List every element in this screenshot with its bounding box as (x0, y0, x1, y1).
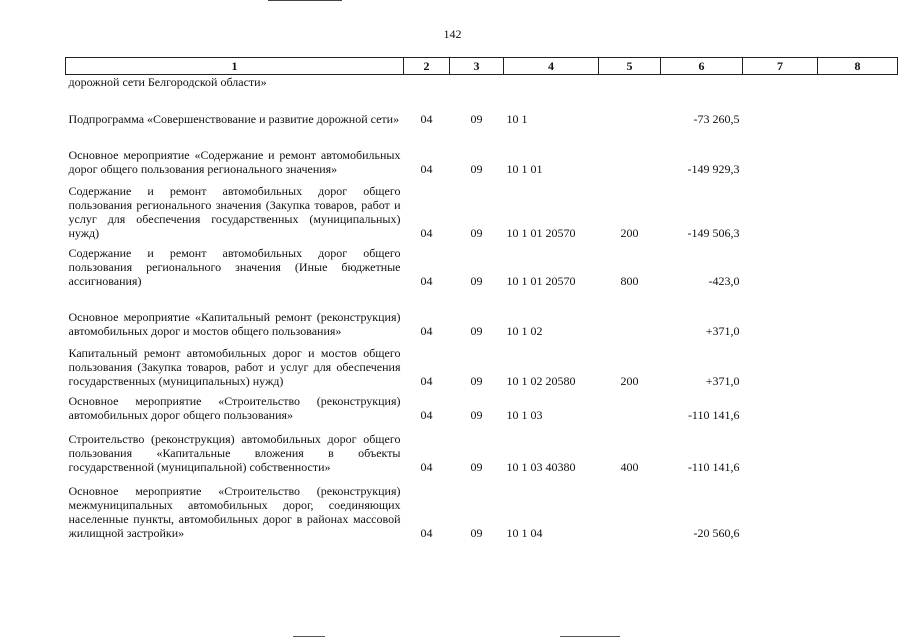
row-pr: 09 (470, 324, 483, 338)
row-col8 (818, 338, 898, 388)
row-name: Основное мероприятие «Содержание и ремонт автомобильных дорог общего пользования регионального значения» (68, 148, 401, 176)
row-col8 (818, 474, 898, 540)
row-amount: -73 260,5 (693, 112, 740, 126)
page-number: 142 (443, 27, 462, 41)
row-name: Содержание и ремонт автомобильных дорог общего пользования регионального значения (Закупка товаров, работ и услуг для обеспечения государственных (муниципальных) нужд) (68, 184, 401, 240)
row-col8 (818, 126, 898, 176)
row-col7 (743, 474, 818, 540)
row-name: Капитальный ремонт автомобильных дорог и мостов общего пользования (Закупка товаров, работ и услуг для обеспечения государственных (муниципальных) нужд) (68, 346, 401, 388)
table-row (66, 338, 898, 388)
column-header-2: 2 (404, 58, 450, 75)
row-kvr: 800 (620, 274, 639, 288)
row-rz: 04 (420, 162, 433, 176)
row-name: Строительство (реконструкция) автомобильных дорог общего пользования «Капитальные вложения в объекты государственной (муниципальной) собственности» (68, 432, 401, 474)
row-rz: 04 (420, 324, 433, 338)
row-pr: 09 (470, 162, 483, 176)
bottom-rule-right (560, 636, 620, 637)
top-rule (268, 0, 342, 1)
table-row (66, 288, 898, 338)
row-col7 (743, 288, 818, 338)
row-amount: -110 141,6 (687, 460, 740, 474)
row-amount: -149 506,3 (687, 226, 740, 240)
row-col8 (818, 288, 898, 338)
column-header-6: 6 (661, 58, 743, 75)
row-kcsr: 10 1 02 20580 (506, 374, 576, 388)
table-row (66, 126, 898, 176)
row-pr: 09 (470, 226, 483, 240)
row-col8 (818, 89, 898, 126)
row-kvr (599, 126, 661, 176)
row-kcsr: 10 1 01 (506, 162, 543, 176)
continuation-row (66, 75, 898, 90)
row-rz: 04 (420, 460, 433, 474)
column-header-8: 8 (818, 58, 898, 75)
column-header-1: 1 (66, 58, 404, 75)
table-row (66, 388, 898, 422)
row-kvr: 200 (620, 226, 639, 240)
row-name: Основное мероприятие «Строительство (реконструкция) автомобильных дорог общего пользования» (68, 394, 401, 422)
row-amount: -110 141,6 (687, 408, 740, 422)
row-col7 (743, 240, 818, 288)
row-col7 (743, 176, 818, 240)
row-rz: 04 (420, 374, 433, 388)
row-rz: 04 (420, 274, 433, 288)
row-amount: -423,0 (708, 274, 740, 288)
row-rz: 04 (420, 408, 433, 422)
row-rz: 04 (420, 112, 433, 126)
row-rz: 04 (420, 226, 433, 240)
row-name: Содержание и ремонт автомобильных дорог общего пользования регионального значения (Иные бюджетные ассигнования) (68, 246, 401, 288)
row-col8 (818, 176, 898, 240)
row-name: Подпрограмма «Совершенствование и развитие дорожной сети» (68, 112, 400, 126)
row-pr: 09 (470, 408, 483, 422)
row-rz: 04 (420, 526, 433, 540)
row-kvr: 400 (620, 460, 639, 474)
budget-table (65, 57, 898, 540)
row-amount: +371,0 (705, 324, 740, 338)
row-name: Основное мероприятие «Строительство (реконструкция) межмуниципальных автомобильных дорог, соединяющих населенные пункты, автомобильных дорог в районах массовой жилищной застройки» (68, 484, 401, 540)
row-kcsr: 10 1 03 (506, 408, 543, 422)
row-kvr (599, 474, 661, 540)
table-row (66, 474, 898, 540)
row-col8 (818, 388, 898, 422)
header-row (66, 58, 898, 75)
row-kcsr: 10 1 02 (506, 324, 543, 338)
row-pr: 09 (470, 112, 483, 126)
table-row (66, 422, 898, 474)
continuation-text: дорожной сети Белгородской области» (68, 75, 267, 89)
row-amount: +371,0 (705, 374, 740, 388)
row-kcsr: 10 1 01 20570 (506, 274, 576, 288)
row-kvr: 200 (620, 374, 639, 388)
row-name: Основное мероприятие «Капитальный ремонт (реконструкция) автомобильных дорог и мостов общего пользования» (68, 310, 401, 338)
row-amount: -20 560,6 (693, 526, 740, 540)
row-col7 (743, 338, 818, 388)
column-header-3: 3 (450, 58, 504, 75)
row-amount: -149 929,3 (687, 162, 740, 176)
row-kcsr: 10 1 (506, 112, 528, 126)
row-col7 (743, 422, 818, 474)
row-kvr (599, 89, 661, 126)
table-row (66, 89, 898, 126)
table-row (66, 176, 898, 240)
column-header-4: 4 (504, 58, 599, 75)
bottom-rule-left (293, 636, 325, 637)
row-pr: 09 (470, 274, 483, 288)
column-header-7: 7 (743, 58, 818, 75)
row-col8 (818, 422, 898, 474)
row-kvr (599, 288, 661, 338)
row-kcsr: 10 1 01 20570 (506, 226, 576, 240)
row-kcsr: 10 1 04 (506, 526, 543, 540)
row-col8 (818, 240, 898, 288)
row-pr: 09 (470, 374, 483, 388)
row-kcsr: 10 1 03 40380 (506, 460, 576, 474)
row-col7 (743, 89, 818, 126)
row-pr: 09 (470, 526, 483, 540)
row-pr: 09 (470, 460, 483, 474)
table-row (66, 240, 898, 288)
column-header-5: 5 (599, 58, 661, 75)
row-kvr (599, 388, 661, 422)
row-col7 (743, 388, 818, 422)
row-col7 (743, 126, 818, 176)
